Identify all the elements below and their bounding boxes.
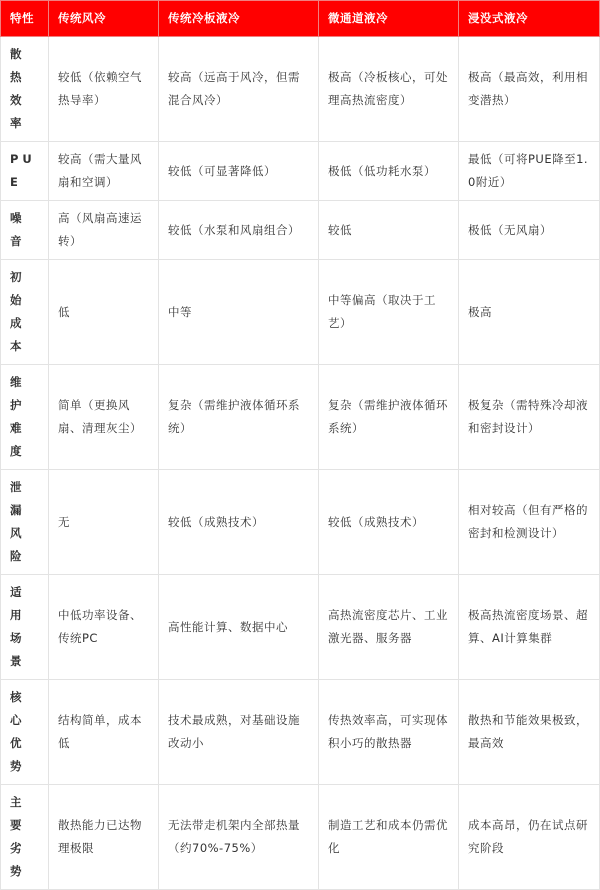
table-cell: 中等偏高（取决于工艺） bbox=[319, 260, 459, 365]
table-row bbox=[1, 142, 600, 201]
table-cell: 散热能力已达物理极限 bbox=[49, 785, 159, 890]
table-row bbox=[1, 680, 600, 785]
table-cell: 高性能计算、数据中心 bbox=[159, 575, 319, 680]
table-row bbox=[1, 365, 600, 470]
table-cell: 复杂（需维护液体循环系统） bbox=[159, 365, 319, 470]
table-cell: 复杂（需维护液体循环系统） bbox=[319, 365, 459, 470]
table-cell: 制造工艺和成本仍需优化 bbox=[319, 785, 459, 890]
table-cell: 结构简单，成本低 bbox=[49, 680, 159, 785]
table-cell: 较高（需大量风扇和空调） bbox=[49, 142, 159, 201]
header-microchannel: 微通道液冷 bbox=[319, 1, 459, 37]
row-label: 散热效率 bbox=[1, 37, 49, 142]
table-cell: 中低功率设备、传统PC bbox=[49, 575, 159, 680]
table-cell: 相对较高（但有严格的密封和检测设计） bbox=[459, 470, 600, 575]
row-label: 初始成本 bbox=[1, 260, 49, 365]
table-cell: 较低（成熟技术） bbox=[319, 470, 459, 575]
table-cell: 无法带走机架内全部热量（约70%-75%） bbox=[159, 785, 319, 890]
table-cell: 较低（可显著降低） bbox=[159, 142, 319, 201]
table-cell: 极低（无风扇） bbox=[459, 201, 600, 260]
header-row bbox=[1, 1, 600, 37]
row-label: PUE bbox=[1, 142, 49, 201]
row-label: 噪音 bbox=[1, 201, 49, 260]
table-cell: 技术最成熟，对基础设施改动小 bbox=[159, 680, 319, 785]
header-air-cooling: 传统风冷 bbox=[49, 1, 159, 37]
table-cell: 高热流密度芯片、工业激光器、服务器 bbox=[319, 575, 459, 680]
table-cell: 极高 bbox=[459, 260, 600, 365]
row-label: 适用场景 bbox=[1, 575, 49, 680]
header-cold-plate: 传统冷板液冷 bbox=[159, 1, 319, 37]
table-cell: 较低（依赖空气热导率） bbox=[49, 37, 159, 142]
table-cell: 较低（水泵和风扇组合） bbox=[159, 201, 319, 260]
row-label: 泄漏风险 bbox=[1, 470, 49, 575]
row-label: 主要劣势 bbox=[1, 785, 49, 890]
table-cell: 极复杂（需特殊冷却液和密封设计） bbox=[459, 365, 600, 470]
table-cell: 高（风扇高速运转） bbox=[49, 201, 159, 260]
table-cell: 较低（成熟技术） bbox=[159, 470, 319, 575]
row-label: 核心优势 bbox=[1, 680, 49, 785]
table-cell: 最低（可将PUE降至1.0附近） bbox=[459, 142, 600, 201]
table-cell: 中等 bbox=[159, 260, 319, 365]
table-cell: 较高（远高于风冷，但需混合风冷） bbox=[159, 37, 319, 142]
table-row bbox=[1, 785, 600, 890]
header-immersion: 浸没式液冷 bbox=[459, 1, 600, 37]
row-label: 维护难度 bbox=[1, 365, 49, 470]
table-cell: 传热效率高，可实现体积小巧的散热器 bbox=[319, 680, 459, 785]
table-row bbox=[1, 575, 600, 680]
table-cell: 极高（最高效，利用相变潜热） bbox=[459, 37, 600, 142]
table-cell: 低 bbox=[49, 260, 159, 365]
table-row bbox=[1, 37, 600, 142]
table-row bbox=[1, 201, 600, 260]
table-cell: 极高（冷板核心，可处理高热流密度） bbox=[319, 37, 459, 142]
table-cell: 极高热流密度场景、超算、AI计算集群 bbox=[459, 575, 600, 680]
table-row bbox=[1, 470, 600, 575]
table-cell: 无 bbox=[49, 470, 159, 575]
table-cell: 较低 bbox=[319, 201, 459, 260]
table-cell: 简单（更换风扇、清理灰尘） bbox=[49, 365, 159, 470]
table-cell: 散热和节能效果极致，最高效 bbox=[459, 680, 600, 785]
table-cell: 极低（低功耗水泵） bbox=[319, 142, 459, 201]
table-row bbox=[1, 260, 600, 365]
header-feature: 特性 bbox=[1, 1, 49, 37]
table-cell: 成本高昂，仍在试点研究阶段 bbox=[459, 785, 600, 890]
